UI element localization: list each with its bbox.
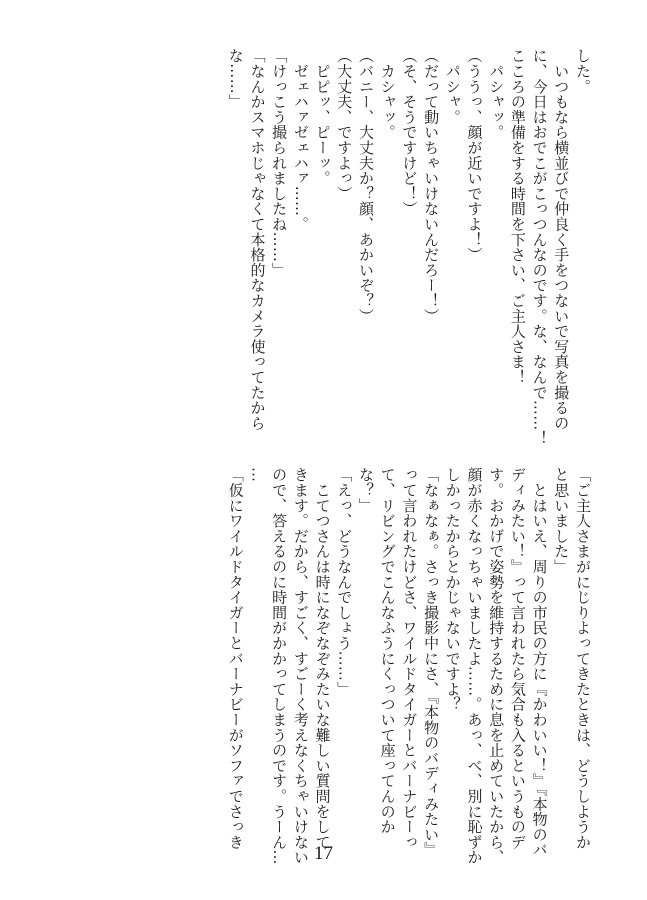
text-column: に、今日はおでこがこっつんなのです。な、なんで……！: [530, 48, 549, 446]
upper-text-block: [73, 48, 593, 446]
text-column: きます。だから、すごく、すごーく考えなくちゃいけない: [291, 467, 310, 865]
text-column: カシャッ。: [378, 48, 397, 140]
text-column: （大丈夫、ですよっ）: [335, 48, 354, 201]
text-column: こてつさんは時になぞなぞみたいな難しい質問をして: [313, 467, 332, 850]
text-column: 「ご主人さまがにじりよってきたときは、どうしようか: [574, 467, 592, 850]
text-column: とはいえ、周りの市民の方に『かわいい！』『本物のバ: [530, 467, 549, 858]
text-column: ゼェハァゼェハァ……。: [291, 48, 310, 232]
page-number: 17: [314, 843, 333, 864]
text-column: いつもなら横並びで仲良く手をつないで写真を撮るの: [552, 48, 571, 431]
text-column: 「なんかスマホじゃなくて本格的なカメラ使ってたから: [248, 48, 267, 431]
text-column: パシャッ。: [487, 48, 506, 140]
text-column: （だって動いちゃいけないんだろー！）: [422, 48, 441, 324]
text-column: （そ、そうですけど！）: [400, 48, 419, 217]
text-column: ピピッ、ピーッ。: [313, 48, 332, 186]
text-column: 「けっこう撮られましたね……」: [270, 48, 289, 278]
text-column: な……」: [226, 48, 245, 110]
text-column: って言われたけどさ、ワイルドタイガーとバーナビーっ: [400, 467, 419, 850]
text-column: しかったからとかじゃないですよ？: [443, 467, 462, 712]
text-column: （バニー、大丈夫か？顔、あかいぞ？）: [356, 48, 375, 324]
text-column: と思いました」: [552, 467, 571, 575]
text-column: ディみたい！』って言われたら気合も入るというものデ: [508, 467, 527, 850]
text-column: パシャ。: [443, 48, 462, 125]
text-column: す。おかげで姿勢を維持するために息を止めていたから、: [487, 467, 506, 865]
text-column: ので、答えるのに時間がかかってしまうのです。うーん…: [270, 467, 289, 865]
text-column: こころの準備をする時間を下さい、ご主人さま！: [508, 48, 527, 385]
text-column: （ううっ、顔が近いですよ！）: [465, 48, 484, 263]
text-column: した。: [574, 48, 592, 94]
text-column: て、リビングでこんなふうにくっついて座ってんのか: [378, 467, 397, 835]
text-column: 顔が赤くなっちゃいましたよ……。あっ、べ、別に恥ずか: [465, 467, 484, 865]
text-column: 「えっ、どうなんでしょう……」: [335, 467, 354, 697]
text-column: …: [248, 467, 267, 483]
text-column: 「なぁなぁ。さっき撮影中にさ、『本物のバディみたい』: [422, 467, 441, 858]
text-column: 「仮にワイルドタイガーとバーナビーがソファでさっき: [226, 467, 245, 850]
text-column: な？」: [356, 467, 375, 513]
